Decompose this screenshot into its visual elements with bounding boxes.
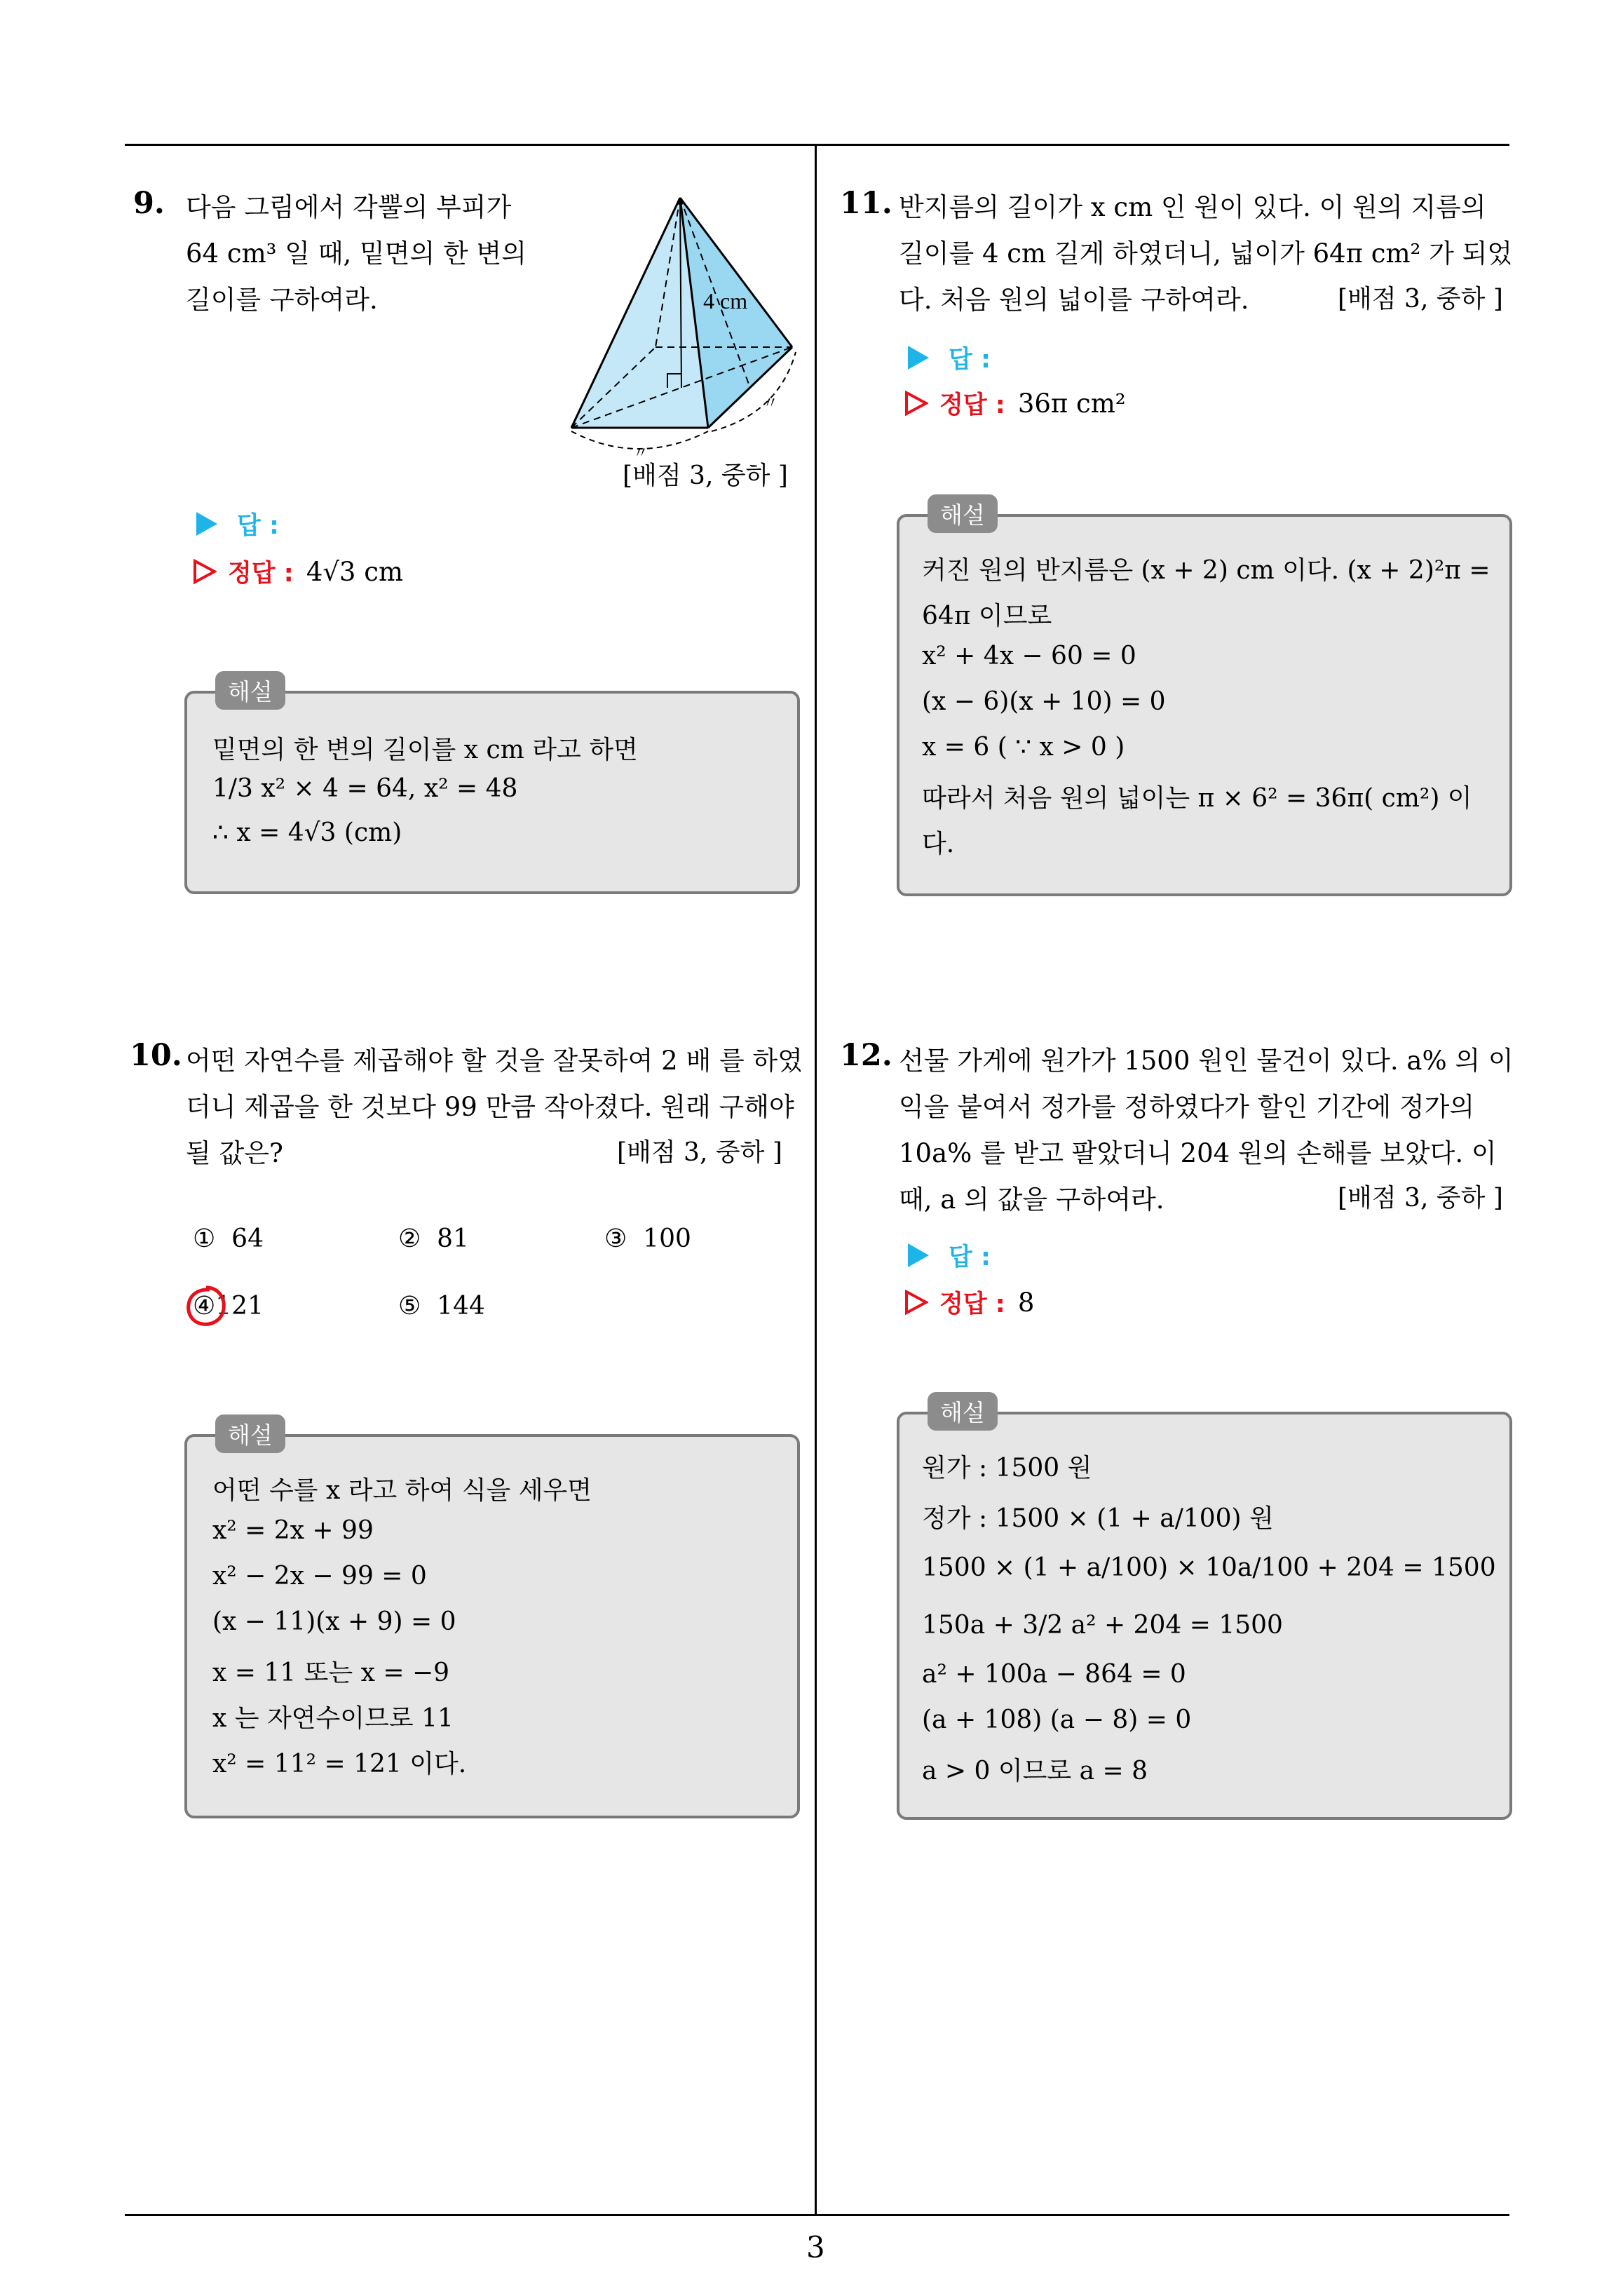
correct-value: 8 xyxy=(1017,1287,1035,1318)
correct-answer-line xyxy=(904,1285,1034,1320)
question-number: 10. xyxy=(130,1038,182,1073)
explanation-tag: 해설 xyxy=(215,671,285,710)
question-text: 다음 그림에서 각뿔의 부피가 64 cm³ 일 때, 밑면의 한 변의 길이를 구하여라. xyxy=(186,192,527,315)
column-divider xyxy=(815,144,817,2216)
correct-label: 정답 : xyxy=(939,391,1005,419)
correct-label: 정답 : xyxy=(939,1290,1005,1318)
answer-label: 답 : xyxy=(949,1243,991,1271)
selected-circle-mark xyxy=(183,1283,229,1330)
play-triangle-icon xyxy=(908,1243,929,1267)
explanation-box: 해설 어떤 수를 x 라고 하여 식을 세우면 x² = 2x + 99 x² − 2x − 99 = 0 (x − 11)(x + 9) = 0 x = 11 또는 x = −9 x 는 자연수이므로 11 x² = 11² = 121 이다. xyxy=(184,1434,800,1818)
explanation-tag: 해설 xyxy=(215,1414,285,1453)
explanation-tag: 해설 xyxy=(928,1392,998,1431)
question-number: 11. xyxy=(840,186,892,221)
bottom-rule xyxy=(125,2214,1509,2216)
choice-4[interactable]: ④121 xyxy=(193,1292,264,1321)
correct-answer-line xyxy=(193,554,403,589)
choice-3[interactable]: ③ 100 xyxy=(604,1224,691,1253)
answer-line xyxy=(908,340,991,375)
play-triangle-icon xyxy=(908,346,929,370)
page-number: 3 xyxy=(806,2230,825,2264)
answer-line xyxy=(908,1238,991,1273)
correct-answer-line xyxy=(904,386,1126,421)
explanation-box: 해설 밑면의 한 변의 길이를 x cm 라고 하면 1/3 x² × 4 = 64, x² = 48 ∴ x = 4√3 (cm) xyxy=(184,691,800,894)
correct-value: 36π cm² xyxy=(1017,388,1126,419)
score-label: [배점 3, 중하 ] xyxy=(1338,285,1503,313)
svg-text:〃: 〃 xyxy=(763,395,779,412)
question-number: 12. xyxy=(840,1038,892,1073)
svg-text:〃: 〃 xyxy=(633,445,649,462)
explanation-box: 해설 커진 원의 반지름은 (x + 2) cm 이다. (x + 2)²π = 64π 이므로 x² + 4x − 60 = 0 (x − 6)(x + 10) = 0 x = 6 ( ∵ x > 0 ) 따라서 처음 원의 넓이는 π × 6² = 36π( cm²) 이 다. xyxy=(897,514,1512,896)
question-text: 선물 가게에 원가가 1500 원인 물건이 있다. a% 의 이 익을 붙여서 정가를 정하였다가 할인 기간에 정가의 10a% 를 받고 팔았더니 204 원의 손해를 보았다. 이 때, a 의 값을 구하여라. xyxy=(899,1046,1514,1215)
question-number: 9. xyxy=(133,186,165,221)
question-text: 어떤 자연수를 제곱해야 할 것을 잘못하여 2 배 를 하였 더니 제곱을 한 것보다 99 만큼 작아졌다. 원래 구해야 될 값은? xyxy=(186,1046,803,1168)
choice-5[interactable]: ⑤ 144 xyxy=(398,1292,485,1321)
score-label: [배점 3, 중하 ] xyxy=(623,461,788,490)
choice-2[interactable]: ② 81 xyxy=(398,1224,469,1253)
pyramid-figure xyxy=(561,189,799,484)
play-triangle-icon xyxy=(196,512,217,536)
score-label: [배점 3, 중하 ] xyxy=(617,1138,782,1167)
question-text: 반지름의 길이가 x cm 인 원이 있다. 이 원의 지름의 길이를 4 cm 길게 하였더니, 넓이가 64π cm² 가 되었 다. 처음 원의 넓이를 구하여라. xyxy=(899,192,1513,315)
answer-label: 답 : xyxy=(237,512,279,540)
outline-triangle-icon xyxy=(904,391,928,416)
outline-triangle-icon xyxy=(904,1290,928,1315)
explanation-tag: 해설 xyxy=(928,494,998,533)
figure-label: 4 cm xyxy=(703,288,748,313)
top-rule xyxy=(125,144,1509,146)
outline-triangle-icon xyxy=(193,559,217,584)
correct-value: 4√3 cm xyxy=(306,556,404,587)
explanation-box: 해설 원가 : 1500 원 정가 : 1500 × (1 + a/100) 원 1500 × (1 + a/100) × 10a/100 + 204 = 1500 150a + 3/2 a² + 204 = 1500 a² + 100a − 864 = 0 (a + 108) (a − 8) = 0 a > 0 이므로 a = 8 xyxy=(897,1412,1512,1820)
score-label: [배점 3, 중하 ] xyxy=(1338,1184,1503,1213)
answer-line xyxy=(196,506,279,541)
answer-label: 답 : xyxy=(949,346,991,374)
correct-label: 정답 : xyxy=(228,560,294,588)
choice-1[interactable]: ① 64 xyxy=(193,1224,264,1253)
